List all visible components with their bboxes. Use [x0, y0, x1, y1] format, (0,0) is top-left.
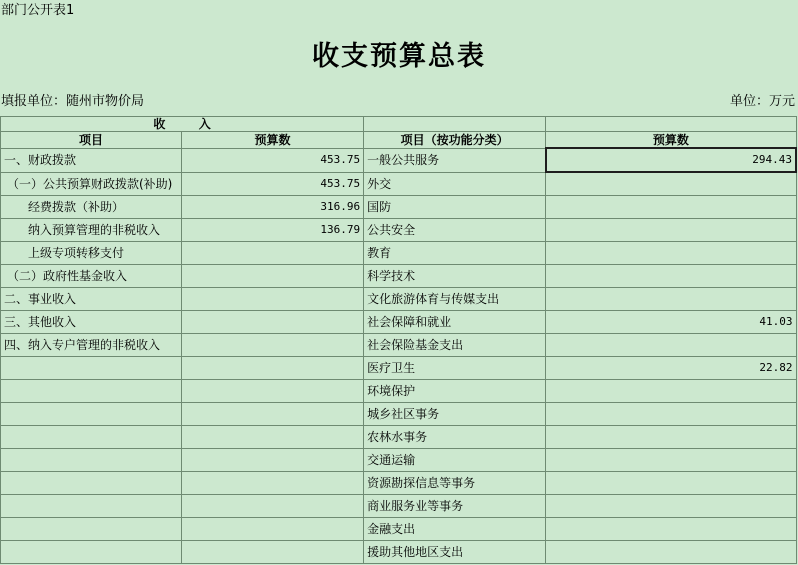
income-item-cell[interactable]	[1, 472, 182, 495]
expense-item-cell[interactable]: 社会保险基金支出	[364, 334, 546, 357]
expense-item-cell[interactable]: 商业服务业等事务	[364, 495, 546, 518]
expense-budget-cell[interactable]	[546, 288, 796, 311]
expense-budget-cell[interactable]: 22.82	[546, 357, 796, 380]
income-item-cell[interactable]	[1, 426, 182, 449]
table-row	[1, 334, 797, 357]
income-budget-cell[interactable]	[182, 334, 364, 357]
expense-budget-cell[interactable]: 41.03	[546, 311, 796, 334]
income-budget-cell[interactable]	[182, 449, 364, 472]
income-budget-cell[interactable]	[182, 541, 364, 564]
table-row	[1, 426, 797, 449]
expense-item-cell[interactable]: 文化旅游体育与传媒支出	[364, 288, 546, 311]
income-item-cell[interactable]	[1, 518, 182, 541]
currency-unit-label: 单位：万元	[729, 94, 795, 109]
expense-item-cell[interactable]: 援助其他地区支出	[364, 541, 546, 564]
expense-budget-cell[interactable]	[546, 541, 796, 564]
budget-table	[0, 116, 797, 564]
table-row	[1, 449, 797, 472]
expense-budget-cell[interactable]	[546, 495, 796, 518]
income-budget-cell[interactable]	[182, 495, 364, 518]
table-row	[1, 518, 797, 541]
expense-budget-cell[interactable]	[546, 380, 796, 403]
income-item-cell[interactable]: 一、财政拨款	[1, 148, 182, 172]
income-item-cell[interactable]: 上级专项转移支付	[1, 242, 182, 265]
income-budget-cell[interactable]	[182, 357, 364, 380]
income-budget-cell[interactable]: 453.75	[182, 172, 364, 196]
table-row	[1, 196, 797, 219]
table-row	[1, 357, 797, 380]
table-row	[1, 380, 797, 403]
expense-item-cell[interactable]: 社会保障和就业	[364, 311, 546, 334]
table-row	[1, 495, 797, 518]
income-item-cell[interactable]: （二）政府性基金收入	[1, 265, 182, 288]
expense-budget-cell[interactable]	[546, 426, 796, 449]
table-row	[1, 288, 797, 311]
income-item-cell[interactable]: 三、其他收入	[1, 311, 182, 334]
filler-unit-label: 填报单位：随州市物价局	[1, 94, 145, 109]
expense-budget-cell[interactable]	[546, 172, 796, 196]
expense-budget-cell[interactable]	[546, 219, 796, 242]
expense-item-cell[interactable]: 医疗卫生	[364, 357, 546, 380]
table-row	[1, 472, 797, 495]
expense-item-cell[interactable]: 金融支出	[364, 518, 546, 541]
income-item-cell[interactable]	[1, 380, 182, 403]
income-budget-cell[interactable]	[182, 472, 364, 495]
page-title: 收支预算总表	[312, 41, 486, 72]
income-item-cell[interactable]	[1, 449, 182, 472]
income-budget-cell[interactable]: 136.79	[182, 219, 364, 242]
expense-budget-cell[interactable]	[546, 518, 796, 541]
income-item-cell[interactable]: （一）公共预算财政拨款(补助)	[1, 172, 182, 196]
income-section-title[interactable]: 收 入	[1, 117, 364, 132]
expense-section-title[interactable]	[364, 117, 546, 132]
expense-item-cell[interactable]: 城乡社区事务	[364, 403, 546, 426]
expense-budget-cell[interactable]	[546, 449, 796, 472]
expense-item-cell[interactable]: 科学技术	[364, 265, 546, 288]
expense-item-cell[interactable]: 环境保护	[364, 380, 546, 403]
expense-item-cell[interactable]: 外交	[364, 172, 546, 196]
expense-budget-header[interactable]: 预算数	[546, 132, 796, 149]
income-item-cell[interactable]: 二、事业收入	[1, 288, 182, 311]
income-budget-cell[interactable]	[182, 426, 364, 449]
table-row	[1, 311, 797, 334]
income-item-cell[interactable]	[1, 357, 182, 380]
expense-budget-cell[interactable]	[546, 334, 796, 357]
income-budget-header[interactable]: 预算数	[182, 132, 364, 149]
income-budget-cell[interactable]	[182, 518, 364, 541]
expense-item-cell[interactable]: 一般公共服务	[364, 148, 546, 172]
expense-item-cell[interactable]: 资源勘探信息等事务	[364, 472, 546, 495]
income-budget-cell[interactable]: 453.75	[182, 148, 364, 172]
table-row	[1, 541, 797, 564]
section-header-row	[1, 117, 797, 132]
income-budget-cell[interactable]	[182, 288, 364, 311]
table-row	[1, 219, 797, 242]
expense-item-cell[interactable]: 交通运输	[364, 449, 546, 472]
income-budget-cell[interactable]	[182, 242, 364, 265]
income-item-cell[interactable]	[1, 495, 182, 518]
table-row	[1, 265, 797, 288]
expense-item-cell[interactable]: 教育	[364, 242, 546, 265]
income-budget-cell[interactable]: 316.96	[182, 196, 364, 219]
income-budget-cell[interactable]	[182, 311, 364, 334]
income-budget-cell[interactable]	[182, 265, 364, 288]
expense-budget-cell[interactable]	[546, 242, 796, 265]
expense-item-cell[interactable]: 国防	[364, 196, 546, 219]
expense-budget-cell[interactable]	[546, 196, 796, 219]
column-header-row	[1, 132, 797, 149]
income-item-cell[interactable]: 纳入预算管理的非税收入	[1, 219, 182, 242]
expense-budget-cell[interactable]: 294.43	[546, 148, 796, 172]
income-budget-cell[interactable]	[182, 403, 364, 426]
expense-item-cell[interactable]: 农林水事务	[364, 426, 546, 449]
expense-item-cell[interactable]: 公共安全	[364, 219, 546, 242]
income-budget-cell[interactable]	[182, 380, 364, 403]
income-item-cell[interactable]	[1, 403, 182, 426]
income-item-header[interactable]: 项目	[1, 132, 182, 149]
income-item-cell[interactable]: 四、纳入专户管理的非税收入	[1, 334, 182, 357]
expense-budget-cell[interactable]	[546, 403, 796, 426]
table-row	[1, 148, 797, 172]
table-row	[1, 403, 797, 426]
table-row	[1, 242, 797, 265]
expense-item-header[interactable]: 项目（按功能分类）	[364, 132, 546, 149]
income-item-cell[interactable]: 经费拨款（补助）	[1, 196, 182, 219]
expense-budget-cell[interactable]	[546, 265, 796, 288]
income-item-cell[interactable]	[1, 541, 182, 564]
expense-section-title-value[interactable]	[546, 117, 796, 132]
table-row	[1, 172, 797, 196]
sheet-label: 部门公开表1	[1, 3, 75, 18]
expense-budget-cell[interactable]	[546, 472, 796, 495]
